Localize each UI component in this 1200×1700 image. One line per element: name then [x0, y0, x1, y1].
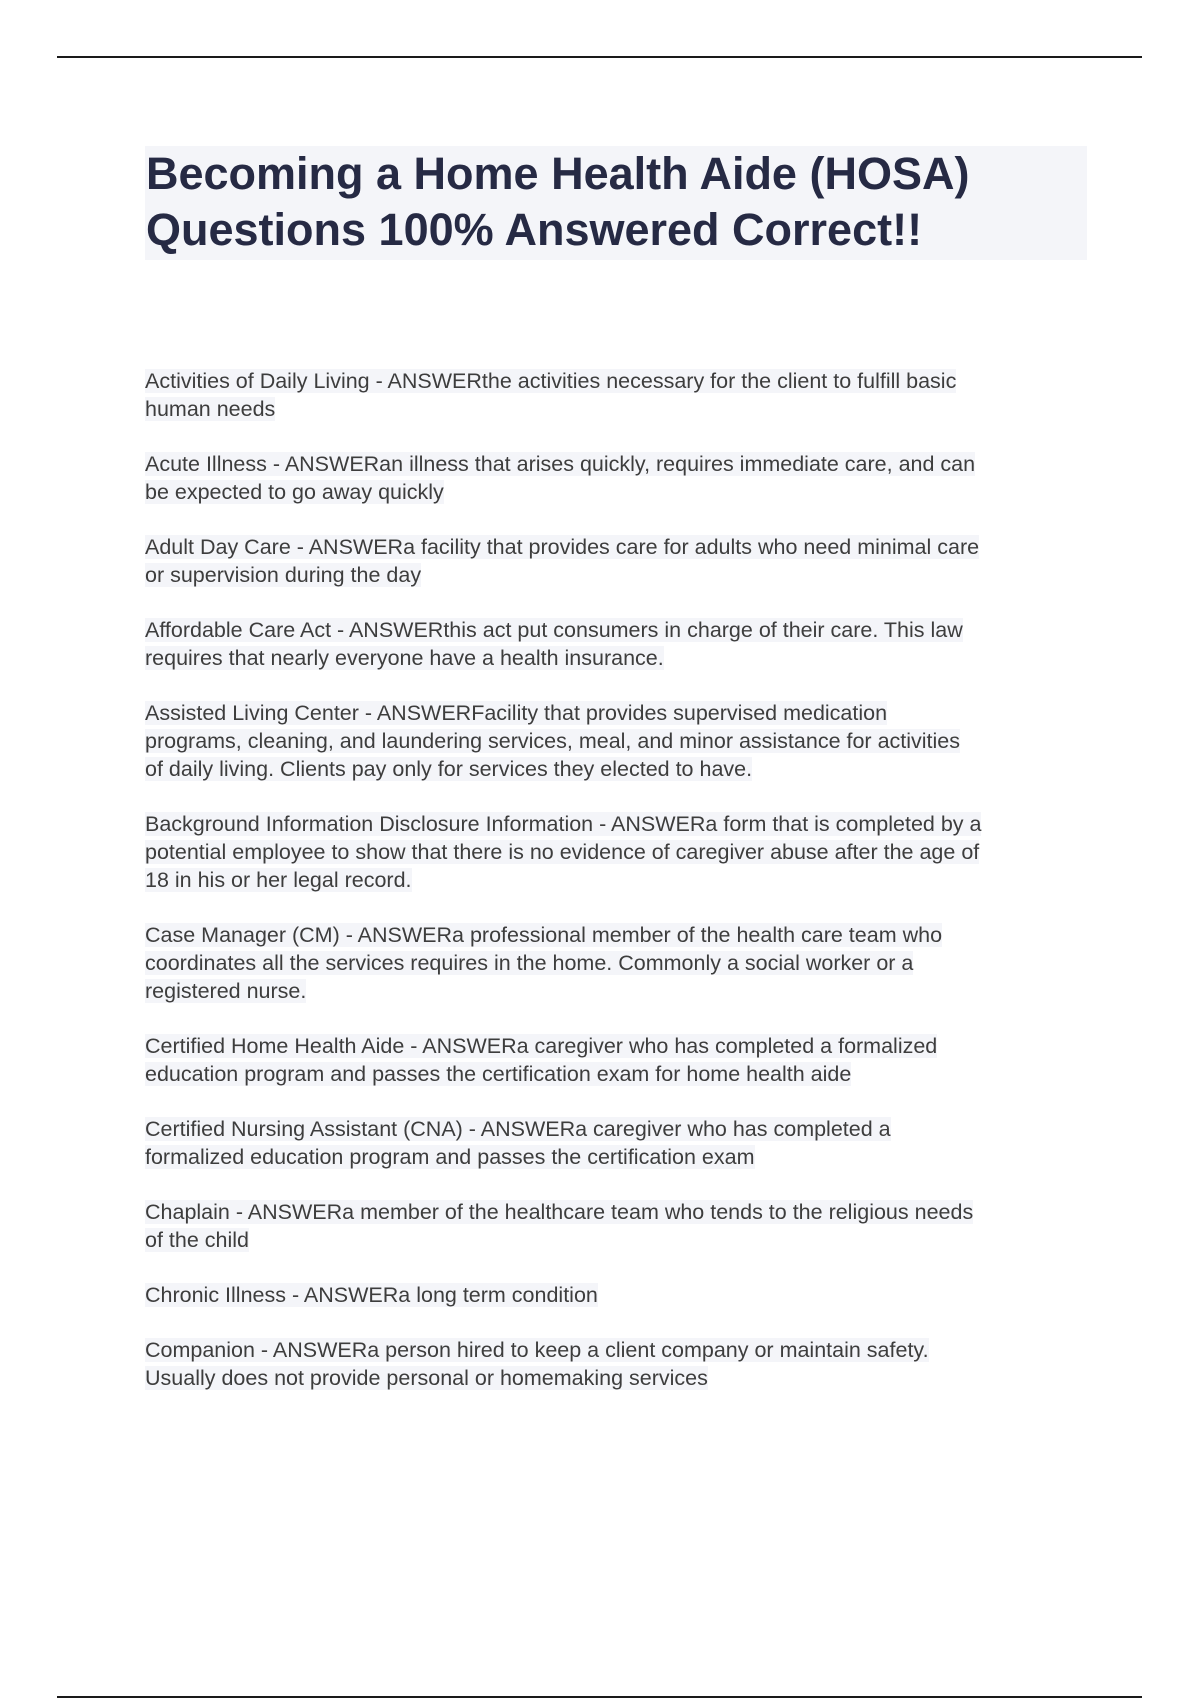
title-line: Questions 100% Answered Correct!! — [146, 204, 923, 255]
title-line: Becoming a Home Health Aide (HOSA) — [146, 148, 970, 199]
definition-entry — [145, 1115, 1095, 1171]
entry-line: Case Manager (CM) - ANSWERa professional member of the health care team who — [145, 923, 943, 947]
entry-line: 18 in his or her legal record. — [145, 868, 412, 892]
entry-line: education program and passes the certification exam for home health aide — [145, 1062, 852, 1086]
entry-line: Assisted Living Center - ANSWERFacility that provides supervised medication — [145, 701, 888, 725]
entry-line: be expected to go away quickly — [145, 480, 444, 504]
definition-entry — [145, 1032, 1095, 1088]
entry-line: of daily living. Clients pay only for services they elected to have. — [145, 757, 753, 781]
definition-list — [145, 367, 1095, 1419]
entry-line: potential employee to show that there is no evidence of caregiver abuse after the age of — [145, 840, 980, 864]
definition-entry — [145, 533, 1095, 589]
definition-entry — [145, 367, 1095, 423]
entry-line: Activities of Daily Living - ANSWERthe activities necessary for the client to fulfill basic — [145, 369, 957, 393]
entry-line: Usually does not provide personal or homemaking services — [145, 1366, 708, 1390]
entry-line: requires that nearly everyone have a health insurance. — [145, 646, 664, 670]
entry-line: human needs — [145, 397, 276, 421]
footer-rule — [57, 1696, 1142, 1698]
document-title — [145, 146, 1087, 260]
definition-entry — [145, 1336, 1095, 1392]
entry-line: coordinates all the services requires in the home. Commonly a social worker or a — [145, 951, 914, 975]
entry-line: Background Information Disclosure Information - ANSWERa form that is completed by a — [145, 812, 982, 836]
definition-entry — [145, 1281, 1095, 1309]
entry-line: of the child — [145, 1228, 249, 1252]
definition-entry — [145, 921, 1095, 1005]
entry-line: Affordable Care Act - ANSWERthis act put consumers in charge of their care. This law — [145, 618, 963, 642]
entry-line: Adult Day Care - ANSWERa facility that provides care for adults who need minimal care — [145, 535, 980, 559]
definition-entry — [145, 1198, 1095, 1254]
entry-line: Acute Illness - ANSWERan illness that arises quickly, requires immediate care, and can — [145, 452, 976, 476]
entry-line: Certified Nursing Assistant (CNA) - ANSWERa caregiver who has completed a — [145, 1117, 891, 1141]
entry-line: Chronic Illness - ANSWERa long term condition — [145, 1283, 598, 1307]
definition-entry — [145, 699, 1095, 783]
entry-line: Certified Home Health Aide - ANSWERa caregiver who has completed a formalized — [145, 1034, 938, 1058]
entry-line: or supervision during the day — [145, 563, 422, 587]
header-rule — [57, 56, 1142, 58]
entry-line: programs, cleaning, and laundering services, meal, and minor assistance for activities — [145, 729, 961, 753]
definition-entry — [145, 810, 1095, 894]
entry-line: Chaplain - ANSWERa member of the healthcare team who tends to the religious needs — [145, 1200, 974, 1224]
entry-line: registered nurse. — [145, 979, 307, 1003]
definition-entry — [145, 450, 1095, 506]
definition-entry — [145, 616, 1095, 672]
entry-line: formalized education program and passes the certification exam — [145, 1145, 755, 1169]
entry-line: Companion - ANSWERa person hired to keep a client company or maintain safety. — [145, 1338, 929, 1362]
